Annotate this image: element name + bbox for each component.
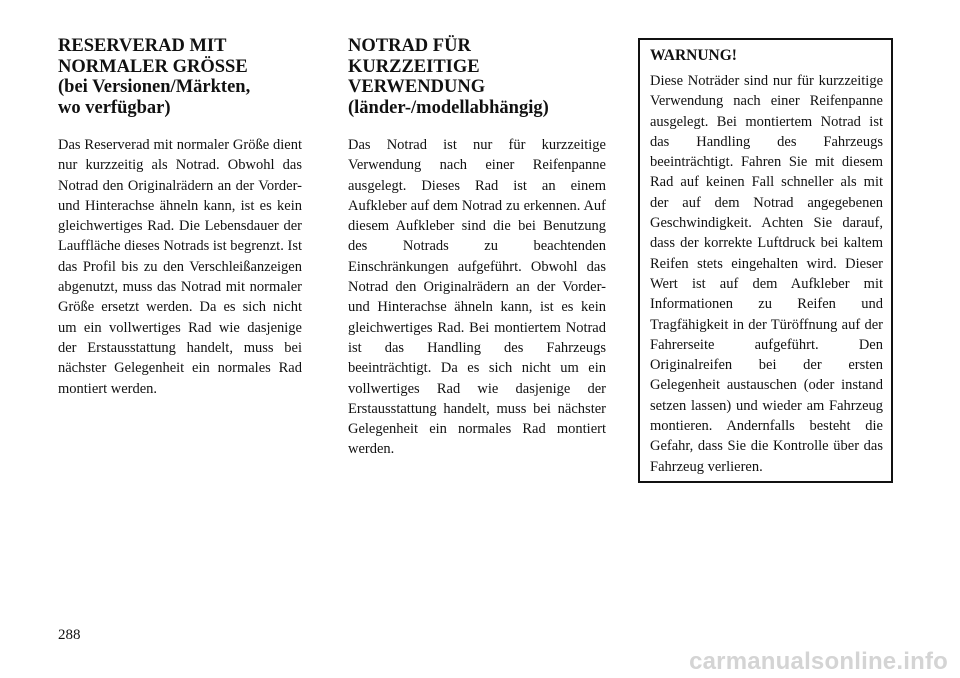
warning-title: WARNUNG! [650, 47, 737, 64]
section-heading-full-size-spare [58, 36, 302, 118]
warning-box [638, 38, 893, 483]
heading-line: RESERVERAD MIT [58, 36, 227, 56]
page-number: 288 [58, 627, 81, 643]
heading-line: VERWENDUNG [348, 77, 486, 97]
section-body-full-size-spare: Das Reserverad mit normaler Größe dient nur kurzzeitig als Notrad. Obwohl das Notrad den Originalrädern an der Vorder- und Hinterachse ähneln kann, ist es kein gleichwertiges Rad. Die Lebensdauer der Lauffläche dieses Notrads ist begrenzt. Ist das Profil bis zu den Verschleißanzeigen abgenutzt, muss das Notrad mit normaler Größe ersetzt werden. Da es sich nicht um ein vollwertiges Rad wie dasjenige der Erstausstattung handelt, muss bei nächster Gelegenheit ein normales Rad montiert werden. [58, 137, 302, 397]
left-column [58, 36, 302, 399]
heading-line: NORMALER GRÖSSE [58, 56, 248, 77]
heading-line: (bei Versionen/Märkten, [58, 77, 251, 97]
heading-line: NOTRAD FÜR [348, 36, 471, 56]
middle-column [348, 36, 606, 460]
watermark: carmanualsonline.info [689, 648, 948, 675]
section-heading-compact-spare [348, 36, 606, 118]
section-body-compact-spare: Das Notrad ist nur für kurzzeitige Verwendung nach einer Reifenpanne ausgelegt. Dieses Rad ist an einem Aufkleber auf dem Notrad zu erkennen. Auf diesem Aufkleber sind die bei Benutzung des Notrads zu beachtenden Einschränkungen aufgeführt. Obwohl das Notrad den Originalrädern an der Vorder- und Hinterachse ähneln kann, ist es kein gleichwertiges Rad. Bei montiertem Notrad ist das Handling des Fahrzeugs beeinträchtigt. Da es sich nicht um ein vollwertiges Rad wie dasjenige der Erstausstattung handelt, muss bei nächster Gelegenheit ein normales Rad montiert werden. [348, 137, 606, 458]
warning-body: Diese Noträder sind nur für kurzzeitige Verwendung nach einer Reifenpanne ausgelegt. Bei montiertem Notrad ist das Handling des Fahrzeugs beeinträchtigt. Fahren Sie mit diesem Rad auf keinen Fall schneller als mit der auf dem Notrad angegebenen Geschwindigkeit. Achten Sie darauf, dass der korrekte Luftdruck bei kaltem Reifen stets eingehalten wird. Dieser Wert ist auf dem Aufkleber mit Informationen zu Reifen und Tragfähigkeit in der Türöffnung auf der Fahrerseite aufgeführt. Den Originalreifen bei der ersten Gelegenheit austauschen (oder instand setzen lassen) und wieder am Fahrzeug montieren. Andernfalls besteht die Gefahr, dass Sie die Kontrolle über das Fahrzeug verlieren. [650, 73, 883, 475]
heading-line: KURZZEITIGE [348, 56, 480, 77]
heading-line: (länder-/modellabhängig) [348, 97, 549, 118]
heading-line: wo verfügbar) [58, 97, 171, 118]
